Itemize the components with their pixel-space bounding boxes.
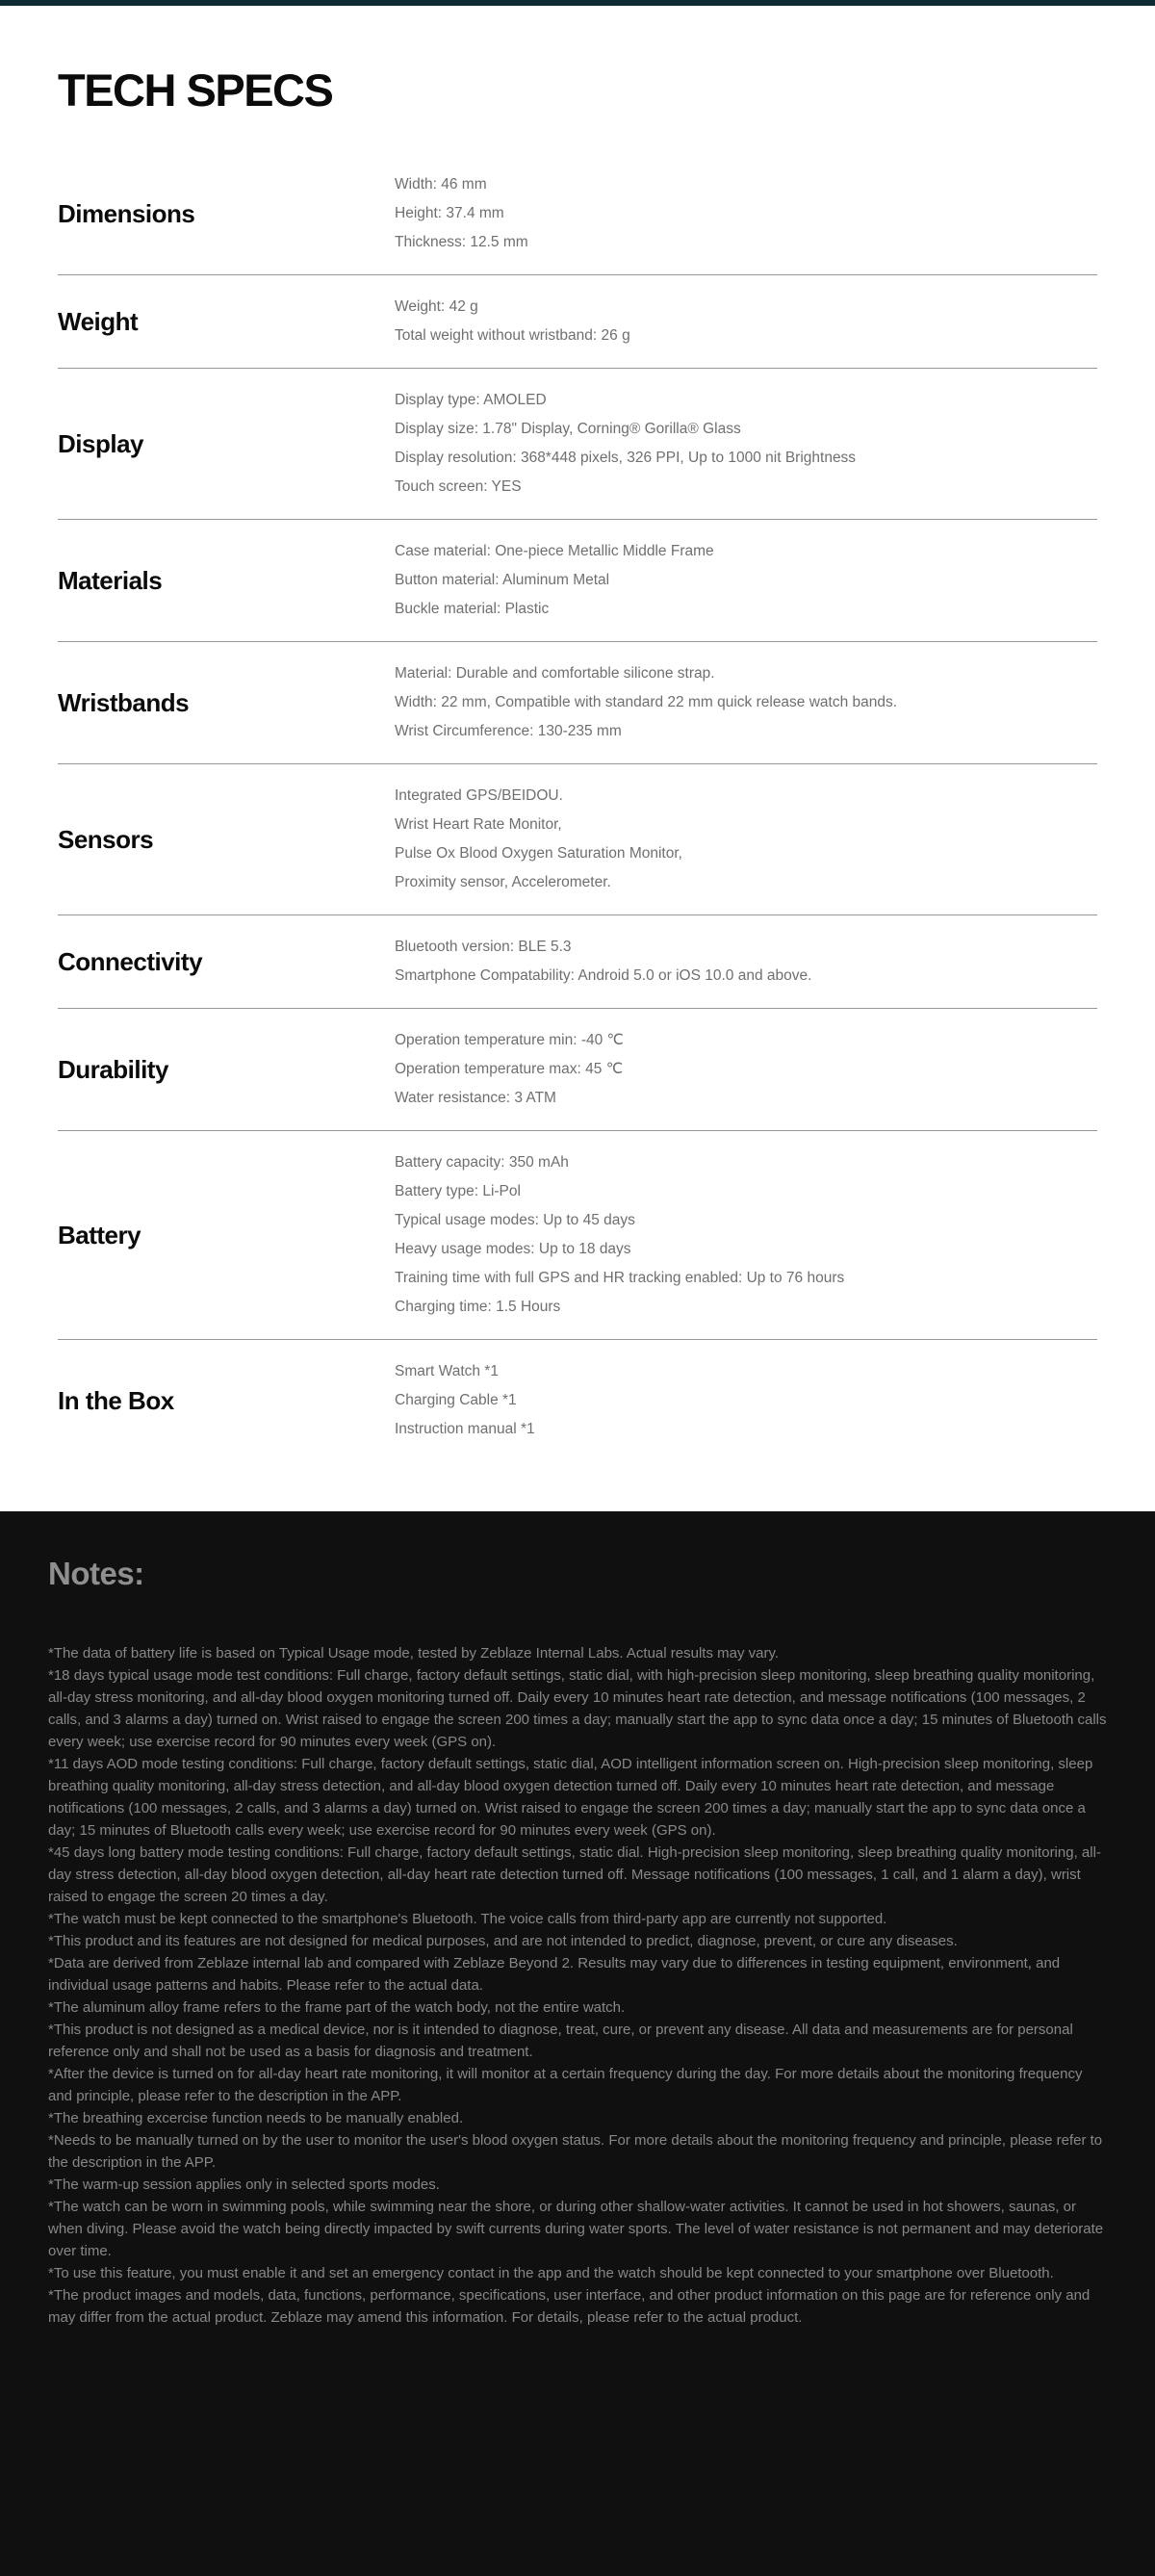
spec-value-line: Touch screen: YES: [395, 478, 522, 495]
spec-value-list: [395, 1026, 1097, 1113]
spec-value-list: [395, 537, 1097, 624]
note-paragraph: *After the device is turned on for all-day heart rate monitoring, it will monitor at a certain frequency during the day. For more details about the monitoring frequency and principle, please refer to the description in the APP.: [48, 2066, 1083, 2104]
spec-value-list: [395, 659, 1097, 746]
spec-value-line: Smart Watch *1: [395, 1363, 499, 1379]
spec-value-line: Operation temperature max: 45 ℃: [395, 1061, 624, 1077]
spec-row: [58, 520, 1097, 642]
spec-value-line: Button material: Aluminum Metal: [395, 572, 610, 588]
spec-category-label: Battery: [58, 1220, 141, 1249]
spec-category-label: Wristbands: [58, 687, 190, 717]
spec-row: [58, 1009, 1097, 1131]
spec-value-line: Typical usage modes: Up to 45 days: [395, 1212, 635, 1228]
spec-value-line: Battery capacity: 350 mAh: [395, 1154, 569, 1171]
spec-value-line: Display type: AMOLED: [395, 392, 547, 408]
spec-row: [58, 642, 1097, 764]
page-title: TECH SPECS: [58, 64, 333, 116]
note-paragraph: *Data are derived from Zeblaze internal lab and compared with Zeblaze Beyond 2. Results may vary due to differences in testing equipment, environment, and individual usage patterns and habits. Please refer to the actual data.: [48, 1955, 1061, 1994]
spec-value-list: [395, 933, 1097, 991]
spec-value-line: Material: Durable and comfortable silicone strap.: [395, 665, 715, 682]
note-paragraph: *45 days long battery mode testing conditions: Full charge, factory default settings, static dial. High-precision sleep monitoring, sleep breathing quality monitoring, all-day stress detection, all-day blood oxygen detection, all-day heart rate detection turned off. Message notifications (100 messages, 1 call, and 1 alarm a day), wrist raised to engage the screen 20 times a day.: [48, 1844, 1101, 1905]
spec-row: [58, 153, 1097, 275]
spec-value-list: [395, 782, 1097, 897]
note-paragraph: *18 days typical usage mode test conditions: Full charge, factory default settings, static dial, with high-precision sleep monitoring, sleep breathing quality monitoring, all-day stress monitoring, and all-day blood oxygen monitoring turned off. Daily every 10 minutes heart rate detection, and message notifications (100 messages, 2 calls, and 3 alarms a day) turned on. Wrist raised to engage the screen 200 times a day; manually start the app to sync data once a day; 15 minutes of Bluetooth calls every week; use exercise record for 90 minutes every week (GPS on).: [48, 1667, 1107, 1750]
tech-specs-section: [0, 6, 1155, 1511]
note-paragraph: *The aluminum alloy frame refers to the frame part of the watch body, not the entire watch.: [48, 1999, 626, 2016]
note-paragraph: *The watch must be kept connected to the smartphone's Bluetooth. The voice calls from third-party app are currently not supported.: [48, 1911, 887, 1927]
spec-category-label: Dimensions: [58, 198, 195, 228]
spec-value-line: Display resolution: 368*448 pixels, 326 PPI, Up to 1000 nit Brightness: [395, 450, 857, 466]
spec-value-line: Total weight without wristband: 26 g: [395, 327, 630, 344]
spec-value-list: [395, 293, 1097, 350]
notes-body: [48, 1642, 1107, 2329]
note-paragraph: *Needs to be manually turned on by the user to monitor the user's blood oxygen status. For more details about the monitoring frequency and principle, please refer to the description in the APP.: [48, 2132, 1103, 2171]
spec-value-line: Operation temperature min: -40 ℃: [395, 1032, 624, 1048]
spec-value-line: Training time with full GPS and HR tracking enabled: Up to 76 hours: [395, 1270, 845, 1286]
spec-value-line: Bluetooth version: BLE 5.3: [395, 939, 572, 955]
spec-category-label: In the Box: [58, 1385, 174, 1415]
spec-category-label: Display: [58, 428, 143, 458]
spec-value-list: [395, 1148, 1097, 1322]
spec-value-line: Weight: 42 g: [395, 298, 478, 315]
spec-rows: [58, 153, 1097, 1461]
note-paragraph: *To use this feature, you must enable it and set an emergency contact in the app and the watch should be kept connected to your smartphone over Bluetooth.: [48, 2265, 1054, 2281]
spec-value-line: Charging Cable *1: [395, 1392, 517, 1408]
spec-value-line: Pulse Ox Blood Oxygen Saturation Monitor,: [395, 845, 682, 862]
spec-value-list: [395, 1357, 1097, 1444]
spec-value-line: Integrated GPS/BEIDOU.: [395, 787, 563, 804]
spec-value-line: Thickness: 12.5 mm: [395, 234, 528, 250]
spec-row: [58, 275, 1097, 369]
spec-category-label: Connectivity: [58, 946, 203, 976]
spec-row: [58, 915, 1097, 1009]
spec-value-line: Width: 46 mm: [395, 176, 487, 193]
spec-value-list: [395, 386, 1097, 502]
spec-row: [58, 1131, 1097, 1340]
spec-value-line: Charging time: 1.5 Hours: [395, 1299, 561, 1315]
spec-value-line: Instruction manual *1: [395, 1421, 535, 1437]
spec-value-line: Buckle material: Plastic: [395, 601, 550, 617]
spec-value-line: Smartphone Compatability: Android 5.0 or iOS 10.0 and above.: [395, 967, 812, 984]
spec-category-label: Durability: [58, 1054, 168, 1084]
spec-value-line: Heavy usage modes: Up to 18 days: [395, 1241, 631, 1257]
spec-row: [58, 1340, 1097, 1461]
spec-value-line: Wrist Circumference: 130-235 mm: [395, 723, 622, 739]
spec-value-line: Display size: 1.78" Display, Corning® Gorilla® Glass: [395, 421, 741, 437]
spec-row: [58, 369, 1097, 520]
notes-heading: Notes:: [48, 1556, 144, 1591]
spec-value-line: Proximity sensor, Accelerometer.: [395, 874, 611, 890]
spec-value-line: Height: 37.4 mm: [395, 205, 504, 221]
spec-value-line: Water resistance: 3 ATM: [395, 1090, 556, 1106]
spec-row: [58, 764, 1097, 915]
spec-value-line: Battery type: Li-Pol: [395, 1183, 521, 1199]
note-paragraph: *11 days AOD mode testing conditions: Full charge, factory default settings, static dial, AOD intelligent information screen on. High-precision sleep monitoring, sleep breathing quality monitoring, all-day stress detection, and all-day blood oxygen detection turned off. Daily every 10 minutes heart rate detection, and message notifications (100 messages, 2 calls, and 3 alarms a day) turned on. Wrist raised to engage the screen 200 times a day; manually start the app to sync data once a day; 15 minutes of Bluetooth calls every week; use exercise record for 90 minutes every week (GPS on).: [48, 1756, 1093, 1839]
note-paragraph: *This product and its features are not designed for medical purposes, and are not intended to predict, diagnose, prevent, or cure any diseases.: [48, 1933, 958, 1949]
notes-section: [0, 1511, 1155, 2576]
note-paragraph: *This product is not designed as a medical device, nor is it intended to diagnose, treat, cure, or prevent any disease. All data and measurements are for personal reference only and shall not be used as a basis for diagnosis and treatment.: [48, 2022, 1073, 2060]
note-paragraph: *The product images and models, data, functions, performance, specifications, user interface, and other product information on this page are for reference only and may differ from the actual product. Zeblaze may amend this information. For details, please refer to the actual product.: [48, 2287, 1091, 2326]
spec-category-label: Materials: [58, 565, 163, 595]
note-paragraph: *The watch can be worn in swimming pools, while swimming near the shore, or during other shallow-water activities. It cannot be used in hot showers, saunas, or when diving. Please avoid the watch being directly impacted by swift currents during water sports. The level of water resistance is not permanent and may deteriorate over time.: [48, 2199, 1104, 2259]
spec-category-label: Sensors: [58, 824, 154, 854]
note-paragraph: *The data of battery life is based on Typical Usage mode, tested by Zeblaze Internal Labs. Actual results may vary.: [48, 1645, 780, 1662]
note-paragraph: *The warm-up session applies only in selected sports modes.: [48, 2177, 440, 2193]
spec-category-label: Weight: [58, 306, 139, 336]
spec-value-list: [395, 170, 1097, 257]
spec-value-line: Wrist Heart Rate Monitor,: [395, 816, 562, 833]
note-paragraph: *The breathing excercise function needs to be manually enabled.: [48, 2110, 464, 2126]
spec-value-line: Case material: One-piece Metallic Middle Frame: [395, 543, 714, 559]
spec-value-line: Width: 22 mm, Compatible with standard 22 mm quick release watch bands.: [395, 694, 898, 710]
